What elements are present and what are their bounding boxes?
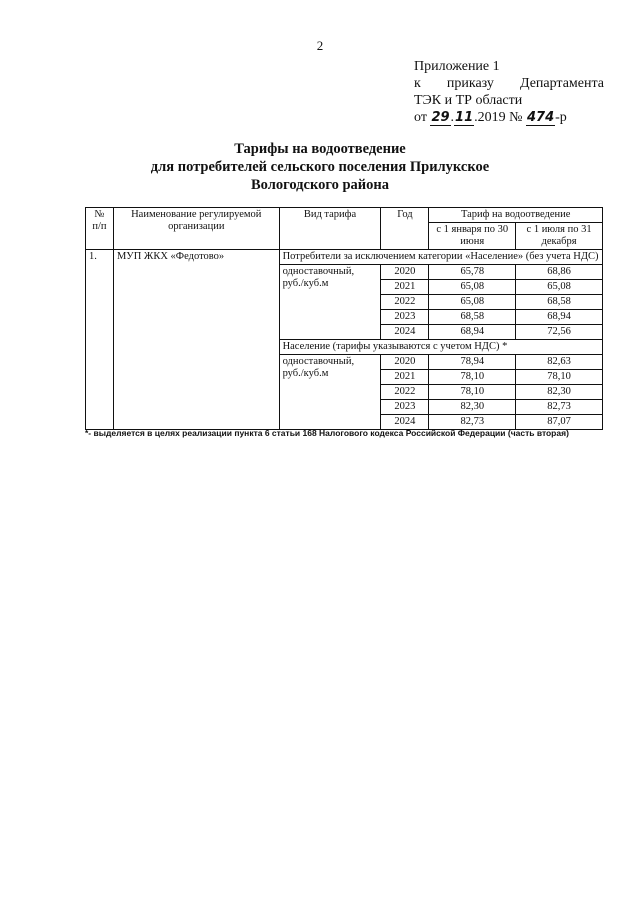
value-cell: 72,56 (516, 325, 603, 340)
appendix-word: приказу (446, 76, 494, 91)
header-period1: с 1 января по 30 июня (429, 223, 516, 250)
value-cell: 68,86 (516, 265, 603, 280)
header-period2: с 1 июля по 31 декабря (516, 223, 603, 250)
org-name: МУП ЖКХ «Федотово» (113, 250, 279, 430)
value-cell: 68,94 (516, 310, 603, 325)
year-cell: 2020 (381, 355, 429, 370)
document-title (0, 140, 640, 194)
value-cell: 65,78 (429, 265, 516, 280)
year-cell: 2024 (381, 415, 429, 430)
value-cell: 82,73 (429, 415, 516, 430)
appendix-date-line: от 29.11.2019 № 474-р (414, 110, 567, 125)
year-cell: 2021 (381, 370, 429, 385)
group2-tariff-type: одноставочный, руб./куб.м (279, 355, 381, 430)
group1-tariff-type: одноставочный, руб./куб.м (279, 265, 381, 340)
handwritten-order-number: 474 (526, 110, 555, 125)
appendix-line2 (414, 75, 604, 92)
header-type: Вид тарифа (279, 208, 381, 250)
year-cell: 2023 (381, 310, 429, 325)
value-cell: 68,58 (516, 295, 603, 310)
value-cell: 82,30 (516, 385, 603, 400)
value-cell: 65,08 (429, 295, 516, 310)
value-cell: 78,10 (429, 385, 516, 400)
handwritten-month: 11 (455, 110, 474, 125)
header-row (86, 208, 603, 223)
value-cell: 68,58 (429, 310, 516, 325)
value-cell: 65,08 (429, 280, 516, 295)
header-tariff: Тариф на водоотведение (429, 208, 603, 223)
order-suffix: -р (555, 110, 567, 125)
group2-title: Население (тарифы указываются с учетом НДС) * (279, 340, 602, 355)
appendix-word: Департамента (519, 76, 604, 91)
handwritten-day: 29 (431, 110, 450, 125)
value-cell: 82,30 (429, 400, 516, 415)
date-year: .2019 № (474, 110, 523, 125)
page-number: 2 (316, 38, 324, 53)
group1-title: Потребители за исключением категории «Население» (без учета НДС) (279, 250, 602, 265)
value-cell: 68,94 (429, 325, 516, 340)
header-org: Наименование регулируемой организации (113, 208, 279, 250)
year-cell: 2024 (381, 325, 429, 340)
appendix-block (414, 58, 604, 126)
row-number: 1. (86, 250, 114, 430)
table-row (86, 250, 603, 265)
date-prefix: от (414, 110, 427, 125)
title-line: Вологодского района (251, 177, 389, 193)
header-num: № п/п (86, 208, 114, 250)
appendix-line3: ТЭК и ТР области (414, 93, 523, 108)
year-cell: 2022 (381, 295, 429, 310)
value-cell: 78,94 (429, 355, 516, 370)
year-cell: 2023 (381, 400, 429, 415)
tariff-table (85, 207, 603, 430)
header-year: Год (381, 208, 429, 250)
title-line: Тарифы на водоотведение (234, 141, 406, 157)
year-cell: 2022 (381, 385, 429, 400)
value-cell: 78,10 (516, 370, 603, 385)
footnote: *- выделяется в целях реализации пункта 6 статьи 168 Налогового кодекса Российской Федерации (часть вторая) (85, 428, 569, 438)
title-line: для потребителей сельского поселения Прилукское (150, 159, 490, 175)
appendix-line1: Приложение 1 (414, 59, 500, 74)
value-cell: 82,63 (516, 355, 603, 370)
value-cell: 82,73 (516, 400, 603, 415)
appendix-word: к (414, 76, 421, 91)
value-cell: 87,07 (516, 415, 603, 430)
value-cell: 78,10 (429, 370, 516, 385)
year-cell: 2021 (381, 280, 429, 295)
value-cell: 65,08 (516, 280, 603, 295)
year-cell: 2020 (381, 265, 429, 280)
